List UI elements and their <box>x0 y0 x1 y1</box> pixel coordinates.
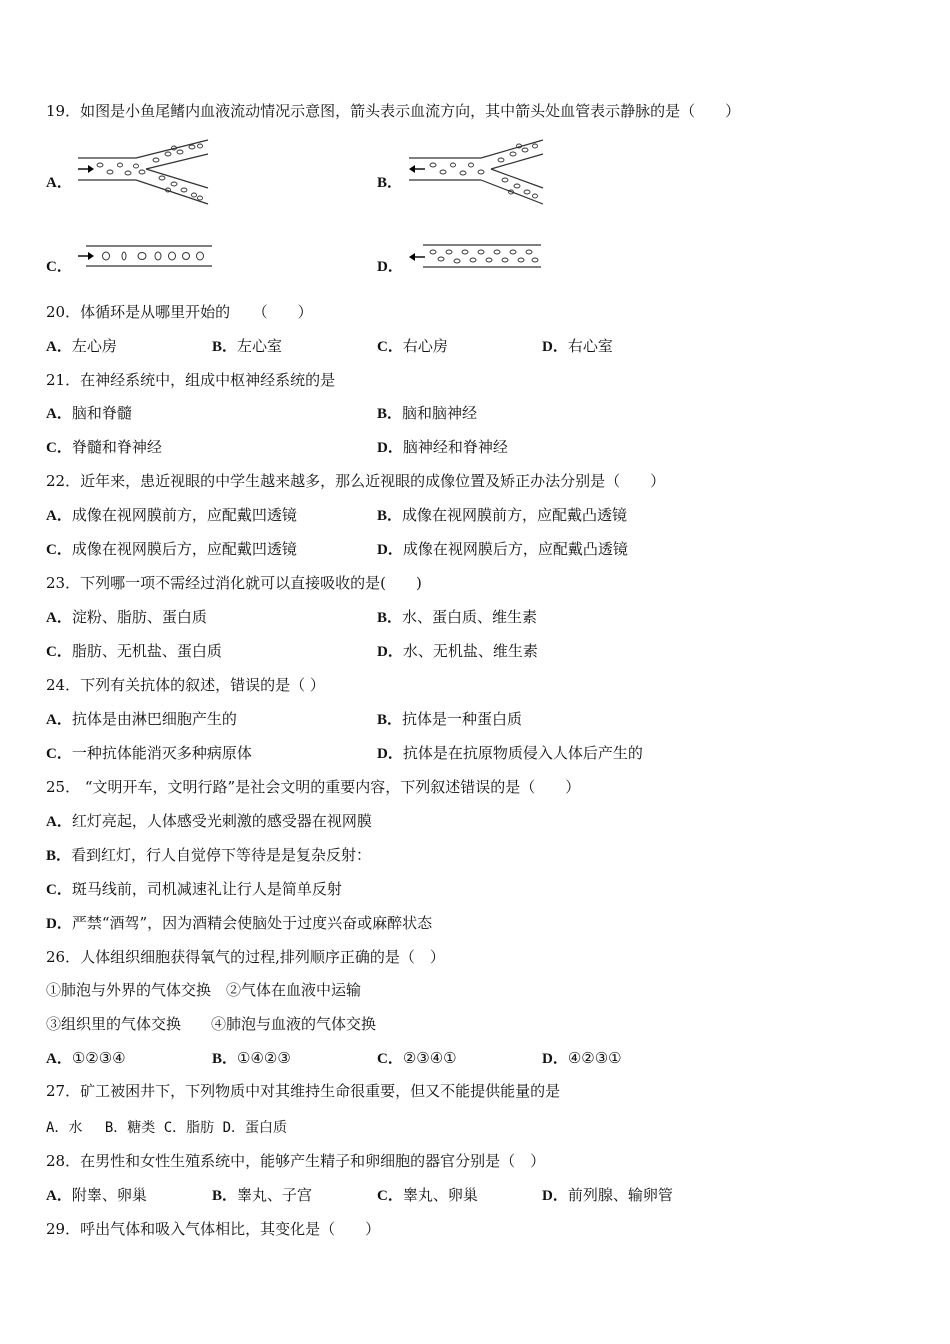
option-text: 成像在视网膜前方，应配戴凸透镜 <box>402 506 628 524</box>
q28-option-c <box>377 1185 478 1206</box>
option-text: 左心室 <box>237 337 283 355</box>
option-label: B． <box>377 406 403 422</box>
q22-option-d <box>377 539 628 560</box>
option-label: D． <box>377 440 403 456</box>
option-label: C． <box>377 1188 403 1204</box>
option-text: 红灯亮起，人体感受光刺激的感受器在视网膜 <box>71 812 372 830</box>
option-label: C． <box>46 440 72 456</box>
option-text: 前列腺、输卵管 <box>567 1186 673 1204</box>
option-text: 抗体是由淋巴细胞产生的 <box>71 710 237 728</box>
option-label: A． <box>46 1051 72 1067</box>
q26-items-line-1: ①肺泡与外界的气体交换 ②气体在血液中运输 <box>46 981 362 999</box>
option-text: 看到红灯，行人自觉停下等待是是复杂反射： <box>71 846 372 864</box>
option-text: 水、无机盐、维生素 <box>402 642 538 660</box>
q19-option-b-label: B． <box>377 175 403 191</box>
option-label: A． <box>46 712 72 728</box>
option-text: 抗体是在抗原物质侵入人体后产生的 <box>402 744 643 762</box>
option-label: B． <box>377 712 403 728</box>
option-text: 一种抗体能消灭多种病原体 <box>71 744 252 762</box>
q28-option-b <box>212 1185 312 1206</box>
q21-option-c <box>46 437 162 458</box>
q26-stem: 26．人体组织细胞获得氧气的过程,排列顺序正确的是（ ） <box>46 948 445 966</box>
q21-option-d <box>377 437 508 458</box>
q24-option-b <box>377 709 522 730</box>
q23-option-a <box>46 607 207 628</box>
option-label: A． <box>46 610 72 626</box>
q19-figure-a <box>76 138 216 208</box>
option-text: 成像在视网膜后方，应配戴凸透镜 <box>402 540 628 558</box>
option-label: B． <box>212 339 238 355</box>
option-text: 左心房 <box>71 337 117 355</box>
q25-option-b <box>46 845 371 866</box>
q26-option-a <box>46 1048 126 1069</box>
option-text: 右心室 <box>567 337 613 355</box>
q28-option-d <box>542 1185 673 1206</box>
option-text: 脑和脊髓 <box>71 404 132 422</box>
option-text: 脂肪、无机盐、蛋白质 <box>71 642 222 660</box>
option-text: 成像在视网膜前方，应配戴凹透镜 <box>71 506 297 524</box>
option-label: B． <box>212 1188 238 1204</box>
option-text: ②③④① <box>402 1049 457 1067</box>
q26-items-line-2: ③组织里的气体交换 ④肺泡与血液的气体交换 <box>46 1015 377 1033</box>
option-label: D． <box>542 1051 568 1067</box>
q21-stem: 21．在神经系统中，组成中枢神经系统的是 <box>46 371 336 389</box>
q20-option-b <box>212 336 282 357</box>
option-text: 脊髓和脊神经 <box>71 438 162 456</box>
q26-option-d <box>542 1048 622 1069</box>
q22-option-a <box>46 505 297 526</box>
option-text: 右心房 <box>402 337 448 355</box>
option-label: C． <box>46 746 72 762</box>
q23-option-c <box>46 641 222 662</box>
option-label: C． <box>377 339 403 355</box>
option-text: ①②③④ <box>71 1049 126 1067</box>
q20-stem: 20．体循环是从哪里开始的 （ ） <box>46 303 313 321</box>
option-text: 成像在视网膜后方，应配戴凹透镜 <box>71 540 297 558</box>
q25-stem: 25． “文明开车，文明行路”是社会文明的重要内容，下列叙述错误的是（ ） <box>46 778 581 796</box>
option-label: C． <box>46 542 72 558</box>
option-text: 附睾、卵巢 <box>71 1186 147 1204</box>
option-label: C． <box>377 1051 403 1067</box>
option-text: 淀粉、脂肪、蛋白质 <box>71 608 207 626</box>
option-text: 抗体是一种蛋白质 <box>402 710 523 728</box>
q29-stem: 29．呼出气体和吸入气体相比，其变化是（ ） <box>46 1220 381 1238</box>
option-text: 脑神经和脊神经 <box>402 438 508 456</box>
q19-figure-d <box>407 242 547 272</box>
q19-option-c-label: C． <box>46 259 72 275</box>
option-label: A． <box>46 339 72 355</box>
q23-option-d <box>377 641 538 662</box>
option-label: B． <box>377 508 403 524</box>
q24-stem: 24．下列有关抗体的叙述，错误的是（ ） <box>46 676 325 694</box>
q19-option-d-label: D． <box>377 259 403 275</box>
q20-option-d <box>542 336 613 357</box>
option-text: 严禁“酒驾”，因为酒精会使脑处于过度兴奋或麻醉状态 <box>71 914 433 932</box>
option-label: B． <box>212 1051 238 1067</box>
option-text: ④②③① <box>567 1049 622 1067</box>
q27-stem: 27．矿工被困井下，下列物质中对其维持生命很重要，但又不能提供能量的是 <box>46 1082 561 1100</box>
option-label: D． <box>542 339 568 355</box>
q21-option-b <box>377 403 477 424</box>
option-label: A． <box>46 814 72 830</box>
option-text: 脑和脑神经 <box>402 404 478 422</box>
option-label: D． <box>377 542 403 558</box>
option-text: 水、蛋白质、维生素 <box>402 608 538 626</box>
q26-option-c <box>377 1048 457 1069</box>
q22-option-c <box>46 539 297 560</box>
option-label: A． <box>46 406 72 422</box>
option-label: C． <box>46 882 72 898</box>
option-label: D． <box>46 916 72 932</box>
q25-option-d <box>46 913 432 934</box>
q28-stem: 28．在男性和女性生殖系统中，能够产生精子和卵细胞的器官分别是（ ） <box>46 1152 546 1170</box>
q20-option-a <box>46 336 117 357</box>
q21-option-a <box>46 403 132 424</box>
q22-option-b <box>377 505 627 526</box>
option-label: A． <box>46 508 72 524</box>
option-label: D． <box>542 1188 568 1204</box>
q24-option-c <box>46 743 252 764</box>
q25-option-a <box>46 811 372 832</box>
option-text: 睾丸、卵巢 <box>402 1186 478 1204</box>
q19-stem: 19．如图是小鱼尾鳍内血液流动情况示意图，箭头表示血流方向，其中箭头处血管表示静脉的是（ ） <box>46 102 741 120</box>
option-label: B． <box>377 610 403 626</box>
q28-option-a <box>46 1185 147 1206</box>
option-text: 睾丸、子宫 <box>237 1186 313 1204</box>
option-label: D． <box>377 644 403 660</box>
option-label: D． <box>377 746 403 762</box>
q26-option-b <box>212 1048 291 1069</box>
q25-option-c <box>46 879 342 900</box>
option-label: C． <box>46 644 72 660</box>
q19-figure-b <box>407 138 547 208</box>
q27-options: A．水 B．糖类 C．脂肪 D．蛋白质 <box>46 1120 288 1136</box>
q24-option-a <box>46 709 237 730</box>
option-text: 斑马线前，司机减速礼让行人是简单反射 <box>71 880 342 898</box>
option-label: B． <box>46 848 72 864</box>
option-text: ①④②③ <box>237 1049 291 1067</box>
q22-stem: 22．近年来，患近视眼的中学生越来越多，那么近视眼的成像位置及矫正办法分别是（ ） <box>46 472 666 490</box>
q23-stem: 23．下列哪一项不需经过消化就可以直接吸收的是( ) <box>46 574 422 592</box>
q19-option-a-label: A． <box>46 175 72 191</box>
q24-option-d <box>377 743 643 764</box>
q23-option-b <box>377 607 537 628</box>
q19-figure-c <box>76 242 216 272</box>
q20-option-c <box>377 336 448 357</box>
option-label: A． <box>46 1188 72 1204</box>
